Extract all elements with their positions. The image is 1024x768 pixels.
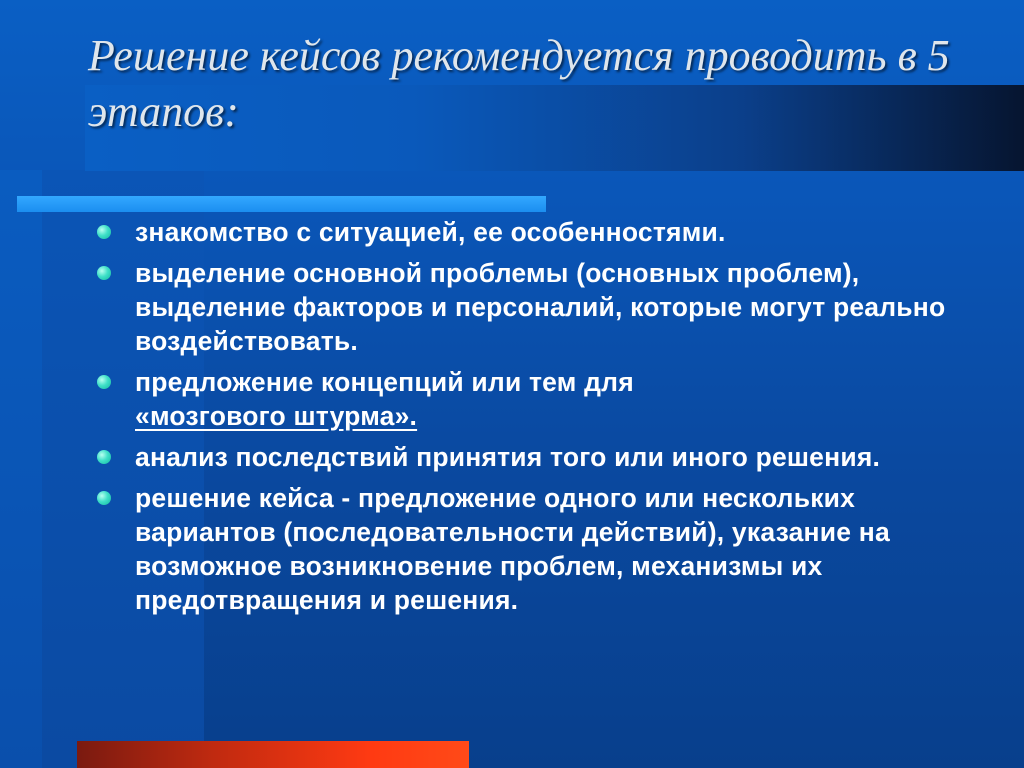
accent-line <box>17 196 546 212</box>
brainstorm-link[interactable]: «мозгового штурма». <box>135 401 418 431</box>
bullet-item-5 <box>95 481 955 617</box>
bullet-item-4 <box>95 440 955 474</box>
bullet-text-4: анализ последствий принятия того или иного решения. <box>135 442 881 472</box>
slide-title: Решение кейсов рекомендуется проводить в 5 этапов: <box>88 31 950 136</box>
bullet-text-3: предложение концепций или тем для <box>135 367 634 397</box>
bullet-text-2: выделение основной проблемы (основных проблем), выделение факторов и персоналий, которые могут реально воздействовать. <box>135 258 946 356</box>
bullet-text-1: знакомство с ситуацией, ее особенностями. <box>135 217 726 247</box>
bullet-dot-icon <box>97 225 111 239</box>
bullet-item-1 <box>95 215 955 249</box>
bullet-text-5: решение кейса - предложение одного или нескольких вариантов (последовательности действий), указание на возможное возникновение проблем, механизмы их предотвращения и решения. <box>135 483 890 615</box>
bullet-dot-icon <box>97 450 111 464</box>
bullet-list <box>95 215 955 624</box>
bottom-accent-bar <box>77 741 469 768</box>
bullet-item-3 <box>95 365 955 433</box>
bullet-dot-icon <box>97 375 111 389</box>
left-edge-band <box>0 170 42 768</box>
bullet-dot-icon <box>97 266 111 280</box>
bullet-item-2 <box>95 256 955 358</box>
bullet-dot-icon <box>97 491 111 505</box>
